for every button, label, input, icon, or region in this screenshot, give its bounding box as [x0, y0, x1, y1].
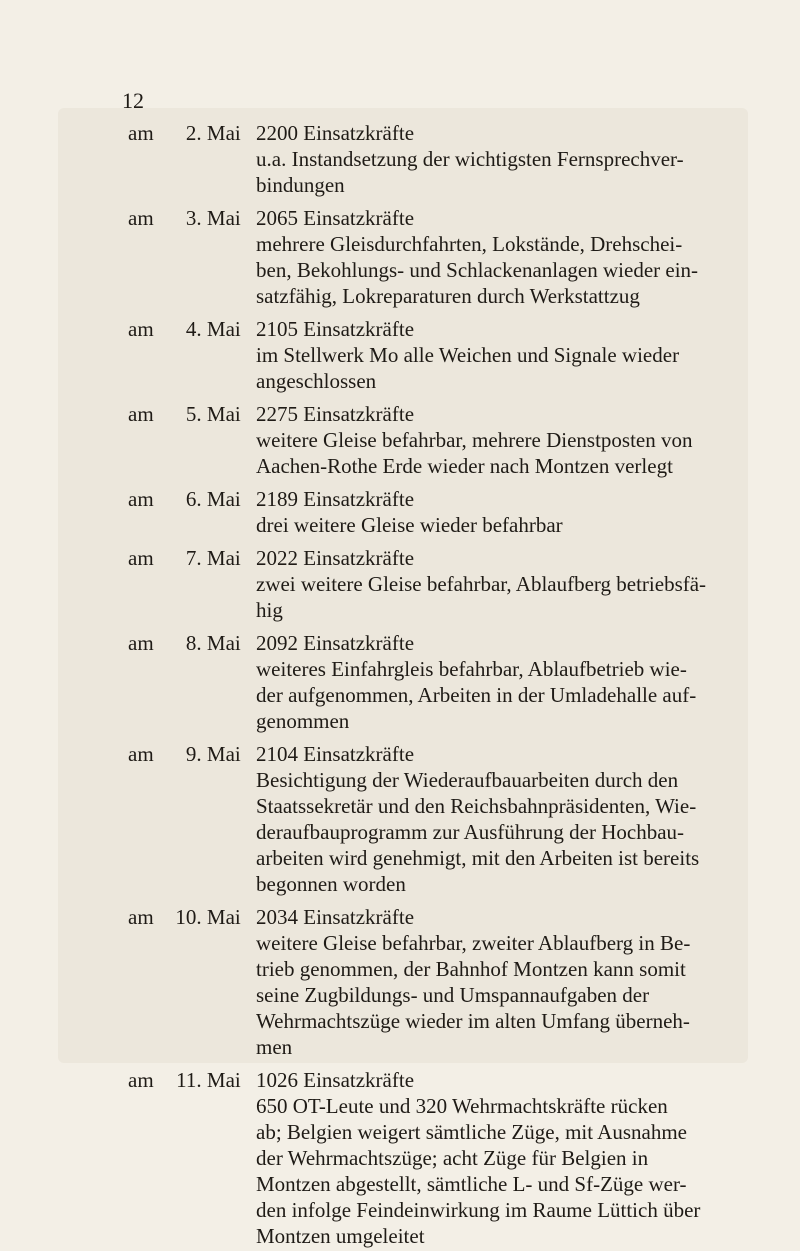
date-prefix: am [128, 206, 154, 230]
entry-text-line: zwei weitere Gleise befahrbar, Ablaufberg betriebsfä- [256, 572, 707, 596]
date-prefix: am [128, 317, 154, 341]
diary-entry [0, 316, 800, 394]
entry-gap [0, 1060, 800, 1067]
diary-entry [0, 545, 800, 623]
personnel-count: 2189 Einsatzkräfte [256, 487, 415, 511]
personnel-count: 2065 Einsatzkräfte [256, 206, 415, 230]
entry-text-line: weiteres Einfahrgleis befahrbar, Ablaufbetrieb wie- [256, 657, 687, 681]
personnel-count: 2022 Einsatzkräfte [256, 546, 415, 570]
entry-date [128, 545, 240, 571]
entry-text-line: Montzen abgestellt, sämtliche L- und Sf-Züge wer- [256, 1172, 687, 1196]
entry-gap [0, 538, 800, 545]
personnel-count: 2034 Einsatzkräfte [256, 905, 415, 929]
entry-body [256, 401, 708, 479]
entry-text-line: ben, Bekohlungs- und Schlackenanlagen wieder ein- [256, 258, 699, 282]
entry-text-line: men [256, 1035, 293, 1059]
date-prefix: am [128, 121, 154, 145]
diary-entry [0, 741, 800, 897]
entry-text-line: der aufgenommen, Arbeiten in der Umladehalle auf- [256, 683, 697, 707]
date-day: 6. [185, 487, 202, 511]
date-prefix: am [128, 631, 154, 655]
entry-text-line: Montzen umgeleitet [256, 1224, 425, 1248]
page-number: 12 [122, 88, 144, 113]
entry-text-line: trieb genommen, der Bahnhof Montzen kann somit [256, 957, 686, 981]
diary-entry [0, 1067, 800, 1249]
entry-text-line: satzfähig, Lokreparaturen durch Werkstattzug [256, 284, 640, 308]
date-prefix: am [128, 402, 154, 426]
entry-gap [0, 394, 800, 401]
date-day: 5. [185, 402, 202, 426]
date-day: 9. [185, 742, 202, 766]
entry-text-line: im Stellwerk Mo alle Weichen und Signale wieder [256, 343, 680, 367]
entry-date [128, 316, 240, 342]
date-month: Mai [206, 631, 241, 655]
entry-text-line: weitere Gleise befahrbar, zweiter Ablaufberg in Be- [256, 931, 691, 955]
entry-text-line: Wehrmachtszüge wieder im alten Umfang überneh- [256, 1009, 690, 1033]
entry-list [0, 120, 800, 1249]
entry-gap [0, 897, 800, 904]
date-month: Mai [206, 487, 241, 511]
diary-entry [0, 630, 800, 734]
entry-date [128, 630, 240, 656]
date-prefix: am [128, 905, 154, 929]
date-day: 8. [185, 631, 202, 655]
entry-text-line: angeschlossen [256, 369, 377, 393]
date-day: 3. [185, 206, 202, 230]
date-day: 11. [176, 1068, 202, 1092]
entry-text-line: seine Zugbildungs- und Umspannaufgaben der [256, 983, 650, 1007]
diary-entry [0, 205, 800, 309]
entry-text-line: den infolge Feindeinwirkung im Raume Lüttich über [256, 1198, 701, 1222]
entry-body [256, 205, 708, 309]
entry-body [256, 316, 708, 394]
entry-date [128, 120, 240, 146]
entry-date [128, 741, 240, 767]
date-month: Mai [206, 121, 241, 145]
entry-gap [0, 623, 800, 630]
date-prefix: am [128, 546, 154, 570]
entry-text-line: genommen [256, 709, 350, 733]
entry-text-line: hig [256, 598, 283, 622]
date-month: Mai [206, 317, 241, 341]
entry-date [128, 904, 240, 930]
entry-text-line: begonnen worden [256, 872, 406, 896]
date-month: Mai [206, 742, 241, 766]
personnel-count: 2200 Einsatzkräfte [256, 121, 415, 145]
entry-text-line: mehrere Gleisdurchfahrten, Lokstände, Drehschei- [256, 232, 683, 256]
entry-text-line: Besichtigung der Wiederaufbauarbeiten durch den [256, 768, 679, 792]
entry-date [128, 205, 240, 231]
entry-date [128, 486, 240, 512]
entry-text-line: Staatssekretär und den Reichsbahnpräsidenten, Wie- [256, 794, 697, 818]
entry-text-line: Aachen-Rothe Erde wieder nach Montzen verlegt [256, 454, 673, 478]
entry-body [256, 904, 708, 1060]
entry-body [256, 741, 708, 897]
personnel-count: 2104 Einsatzkräfte [256, 742, 415, 766]
date-prefix: am [128, 487, 154, 511]
date-month: Mai [206, 905, 241, 929]
date-month: Mai [206, 546, 241, 570]
diary-entry [0, 401, 800, 479]
diary-entry [0, 904, 800, 1060]
date-day: 7. [185, 546, 202, 570]
date-day: 4. [185, 317, 202, 341]
personnel-count: 2105 Einsatzkräfte [256, 317, 415, 341]
date-month: Mai [206, 402, 241, 426]
personnel-count: 2092 Einsatzkräfte [256, 631, 415, 655]
entry-text-line: arbeiten wird genehmigt, mit den Arbeiten ist bereits [256, 846, 700, 870]
date-prefix: am [128, 742, 154, 766]
entry-text-line: 650 OT-Leute und 320 Wehrmachtskräfte rücken [256, 1094, 668, 1118]
date-day: 2. [185, 121, 202, 145]
entry-gap [0, 198, 800, 205]
entry-text-line: u.a. Instandsetzung der wichtigsten Fernsprechver- [256, 147, 684, 171]
personnel-count: 2275 Einsatzkräfte [256, 402, 415, 426]
entry-body [256, 545, 708, 623]
entry-text-line: weitere Gleise befahrbar, mehrere Dienstposten von [256, 428, 693, 452]
entry-text-line: der Wehrmachtszüge; acht Züge für Belgien in [256, 1146, 649, 1170]
date-prefix: am [128, 1068, 154, 1092]
entry-text-line: bindungen [256, 173, 345, 197]
diary-entry [0, 486, 800, 538]
entry-date [128, 401, 240, 427]
entry-gap [0, 479, 800, 486]
entry-text-line: ab; Belgien weigert sämtliche Züge, mit Ausnahme [256, 1120, 687, 1144]
entry-body [256, 1067, 708, 1249]
entry-body [256, 486, 708, 538]
date-month: Mai [206, 206, 241, 230]
date-month: Mai [206, 1068, 241, 1092]
personnel-count: 1026 Einsatzkräfte [256, 1068, 415, 1092]
entry-text-line: drei weitere Gleise wieder befahrbar [256, 513, 563, 537]
diary-entry [0, 120, 800, 198]
entry-date [128, 1067, 240, 1093]
date-day: 10. [175, 905, 202, 929]
entry-gap [0, 734, 800, 741]
entry-body [256, 120, 708, 198]
entry-body [256, 630, 708, 734]
entry-text-line: deraufbauprogramm zur Ausführung der Hochbau- [256, 820, 685, 844]
entry-gap [0, 309, 800, 316]
